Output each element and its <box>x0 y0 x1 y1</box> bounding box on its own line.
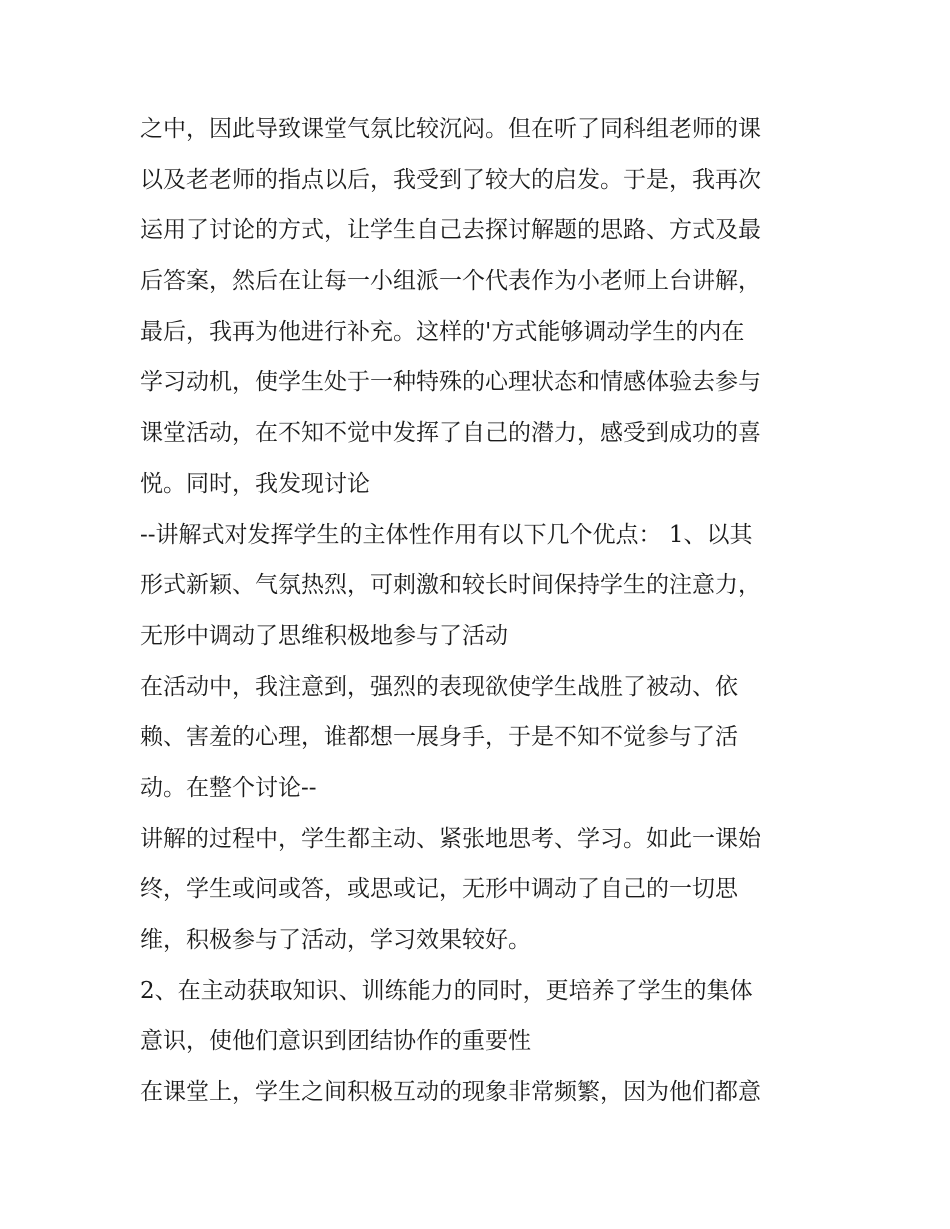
text-line: 终，学生或问或答，或思或记，无形中调动了自己的一切思 <box>140 876 738 903</box>
document-text <box>140 104 830 1118</box>
text-line: 课堂活动，在不知不觉中发挥了自己的潜力，感受到成功的喜 <box>140 420 761 447</box>
text-line: 悦。同时，我发现讨论 <box>140 470 370 497</box>
text-line: 最后，我再为他进行补充。这样的'方式能够调动学生的内在 <box>140 318 745 345</box>
text-line: 2、在主动获取知识、训练能力的同时，更培养了学生的集体 <box>140 977 753 1004</box>
text-line: 运用了讨论的方式，让学生自己去探讨解题的思路、方式及最 <box>140 217 761 244</box>
text-line: 无形中调动了思维积极地参与了活动 <box>140 622 508 649</box>
text-line: --讲解式对发挥学生的主体性作用有以下几个优点： 1、以其 <box>140 521 753 548</box>
text-line: 意识，使他们意识到团结协作的重要性 <box>140 1028 531 1055</box>
text-line: 在课堂上，学生之间积极互动的现象非常频繁，因为他们都意 <box>140 1079 761 1106</box>
text-line: 维，积极参与了活动，学习效果较好。 <box>140 927 531 953</box>
text-line: 后答案，然后在让每一小组派一个代表作为小老师上台讲解， <box>140 268 761 295</box>
text-line: 在活动中，我注意到，强烈的表现欲使学生战胜了被动、依 <box>140 673 738 700</box>
text-line: 以及老老师的指点以后，我受到了较大的启发。于是，我再次 <box>140 166 761 193</box>
text-line: 赖、害羞的心理，谁都想一展身手，于是不知不觉参与了活 <box>140 724 738 751</box>
text-line: 之中，因此导致课堂气氛比较沉闷。但在听了同科组老师的课 <box>140 116 761 142</box>
text-line: 学习动机，使学生处于一种特殊的心理状态和情感体验去参与 <box>140 369 761 396</box>
text-line: 讲解的过程中，学生都主动、紧张地思考、学习。如此一课始 <box>140 825 761 852</box>
text-line: 形式新颖、气氛热烈，可刺激和较长时间保持学生的注意力， <box>140 572 761 599</box>
text-line: 动。在整个讨论-- <box>140 774 317 801</box>
